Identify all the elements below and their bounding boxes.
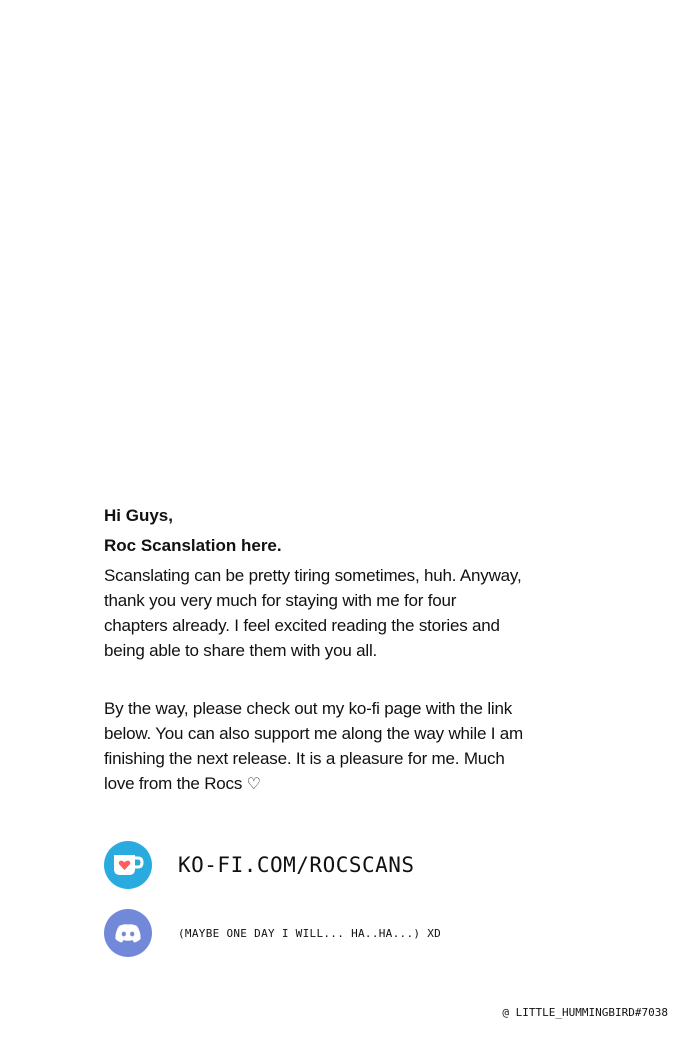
kofi-link[interactable]: KO-FI.COM/ROCSCANS	[178, 853, 415, 877]
signoff: Roc Scanslation here.	[104, 536, 282, 555]
discord-note: (MAYBE ONE DAY I WILL... HA..HA...) XD	[178, 926, 442, 940]
discord-icon[interactable]	[104, 909, 152, 957]
artist-credit: @ LITTLE_HUMMINGBIRD#7038	[502, 1006, 668, 1019]
kofi-cup-icon[interactable]	[104, 841, 152, 889]
greeting: Hi Guys,	[104, 506, 173, 525]
heart-icon: ♡	[246, 776, 261, 793]
message-paragraph-1: Scanslating can be pretty tiring sometimes, huh. Anyway, thank you very much for staying with me for four chapters already. I feel excited reading the stories and being able to share them with you all.	[104, 566, 522, 660]
message-paragraph-2-text: By the way, please check out my ko-fi page with the link below. You can also support me along the way while I am finishing the next release. It is a pleasure for me. Much love from the Rocs	[104, 699, 523, 793]
kofi-row	[104, 841, 415, 889]
discord-row	[104, 909, 441, 957]
message-paragraph-2	[104, 696, 524, 797]
